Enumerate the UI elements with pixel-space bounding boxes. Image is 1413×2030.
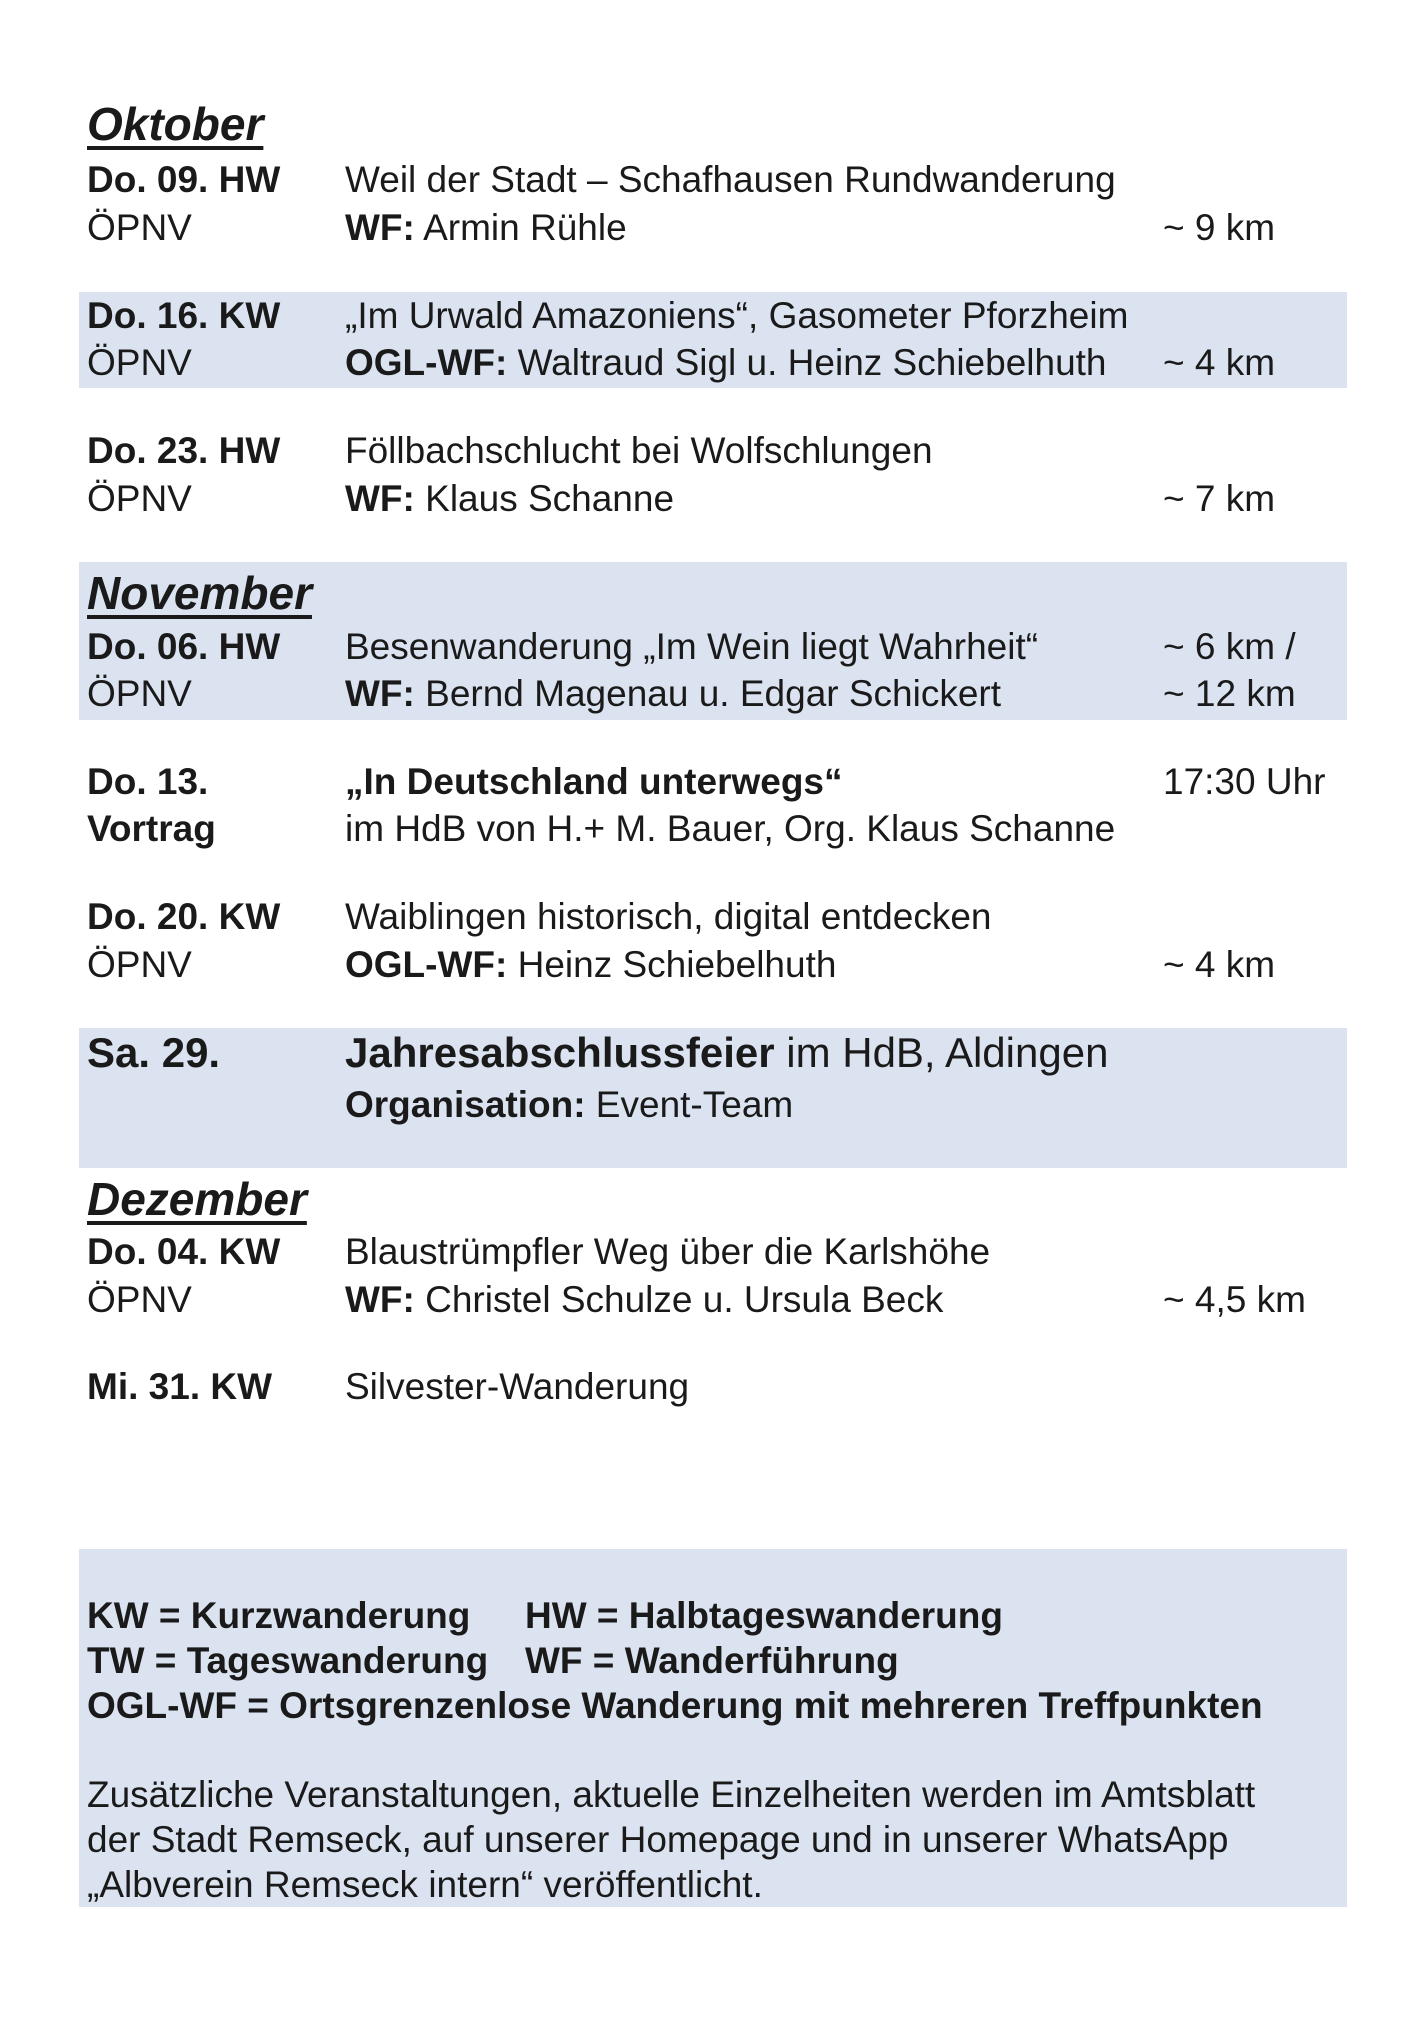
leader-name: Armin Rühle (414, 207, 627, 248)
event-type: Vortrag (87, 808, 216, 849)
month-heading-oktober: Oktober (87, 98, 264, 150)
month-heading-november: November (87, 567, 312, 619)
legend-wf: WF = Wanderführung (525, 1640, 899, 1681)
legend-kw: KW = Kurzwanderung (87, 1595, 471, 1636)
event-distance: ~ 4,5 km (1163, 1279, 1306, 1320)
note-line: „Albverein Remseck intern“ veröffentlicht. (87, 1864, 763, 1905)
event-leader (345, 476, 674, 522)
event-title: Föllbachschlucht bei Wolfschlungen (345, 430, 933, 471)
month-heading-dezember: Dezember (87, 1173, 307, 1225)
note-line: der Stadt Remseck, auf unserer Homepage und in unserer WhatsApp (87, 1819, 1229, 1860)
event-date: Do. 06. HW (87, 626, 281, 667)
event-title: „In Deutschland unterwegs“ (345, 761, 843, 802)
note-line: Zusätzliche Veranstaltungen, aktuelle Einzelheiten werden im Amtsblatt (87, 1774, 1256, 1815)
event-leader (345, 671, 1001, 717)
leader-label: WF: (345, 1279, 415, 1320)
event-date: Mi. 31. KW (87, 1366, 273, 1407)
event-transport: ÖPNV (87, 673, 192, 714)
event-date: Sa. 29. (87, 1029, 221, 1076)
event-date: Do. 04. KW (87, 1231, 281, 1272)
event-transport: ÖPNV (87, 478, 192, 519)
leader-name: Klaus Schanne (414, 478, 675, 519)
organizer-name: Event-Team (585, 1084, 794, 1125)
event-date: Do. 09. HW (87, 159, 281, 200)
event-title: Waiblingen historisch, digital entdecken (345, 896, 992, 937)
event-title: „Im Urwald Amazoniens“, Gasometer Pforzheim (345, 295, 1129, 336)
event-leader (345, 205, 627, 251)
leader-label: OGL-WF: (345, 342, 508, 383)
event-distance: ~ 7 km (1163, 478, 1276, 519)
event-transport: ÖPNV (87, 207, 192, 248)
event-date: Do. 23. HW (87, 430, 281, 471)
legend-oglwf: OGL-WF = Ortsgrenzenlose Wanderung mit mehreren Treffpunkten (87, 1685, 1263, 1726)
event-title-rest: im HdB, Aldingen (774, 1029, 1109, 1076)
leader-name: Heinz Schiebelhuth (507, 944, 837, 985)
legend-note (87, 1772, 1337, 1907)
event-leader (345, 340, 1107, 386)
legend-tw: TW = Tageswanderung (87, 1640, 489, 1681)
event-date: Do. 16. KW (87, 295, 281, 336)
leader-name: Waltraud Sigl u. Heinz Schiebelhuth (507, 342, 1107, 383)
organizer-label: Organisation: (345, 1084, 586, 1125)
leader-label: OGL-WF: (345, 944, 508, 985)
leader-label: WF: (345, 673, 415, 714)
event-detail: im HdB von H.+ M. Bauer, Org. Klaus Schanne (345, 808, 1116, 849)
event-transport: ÖPNV (87, 1279, 192, 1320)
event-date: Do. 20. KW (87, 896, 281, 937)
leader-name: Christel Schulze u. Ursula Beck (414, 1279, 944, 1320)
event-title: Blaustrümpfler Weg über die Karlshöhe (345, 1231, 991, 1272)
event-leader (345, 942, 836, 988)
event-distance: ~ 4 km (1163, 944, 1276, 985)
legend-hw: HW = Halbtageswanderung (525, 1595, 1003, 1636)
leader-label: WF: (345, 207, 415, 248)
event-time: 17:30 Uhr (1163, 761, 1326, 802)
event-title: Besenwanderung „Im Wein liegt Wahrheit“ (345, 626, 1039, 667)
event-distance: ~ 9 km (1163, 207, 1276, 248)
event-title (345, 1028, 1108, 1078)
event-transport: ÖPNV (87, 944, 192, 985)
event-leader (345, 1277, 943, 1323)
leader-label: WF: (345, 478, 415, 519)
event-transport: ÖPNV (87, 342, 192, 383)
event-date: Do. 13. (87, 761, 209, 802)
event-title: Silvester-Wanderung (345, 1366, 690, 1407)
event-title-bold: Jahresabschlussfeier (345, 1029, 775, 1076)
leader-name: Bernd Magenau u. Edgar Schickert (414, 673, 1002, 714)
event-distance: ~ 4 km (1163, 342, 1276, 383)
event-title: Weil der Stadt – Schafhausen Rundwanderung (345, 159, 1116, 200)
event-distance-alt: ~ 12 km (1163, 673, 1296, 714)
event-distance: ~ 6 km / (1163, 626, 1296, 667)
event-organizer (345, 1082, 793, 1128)
